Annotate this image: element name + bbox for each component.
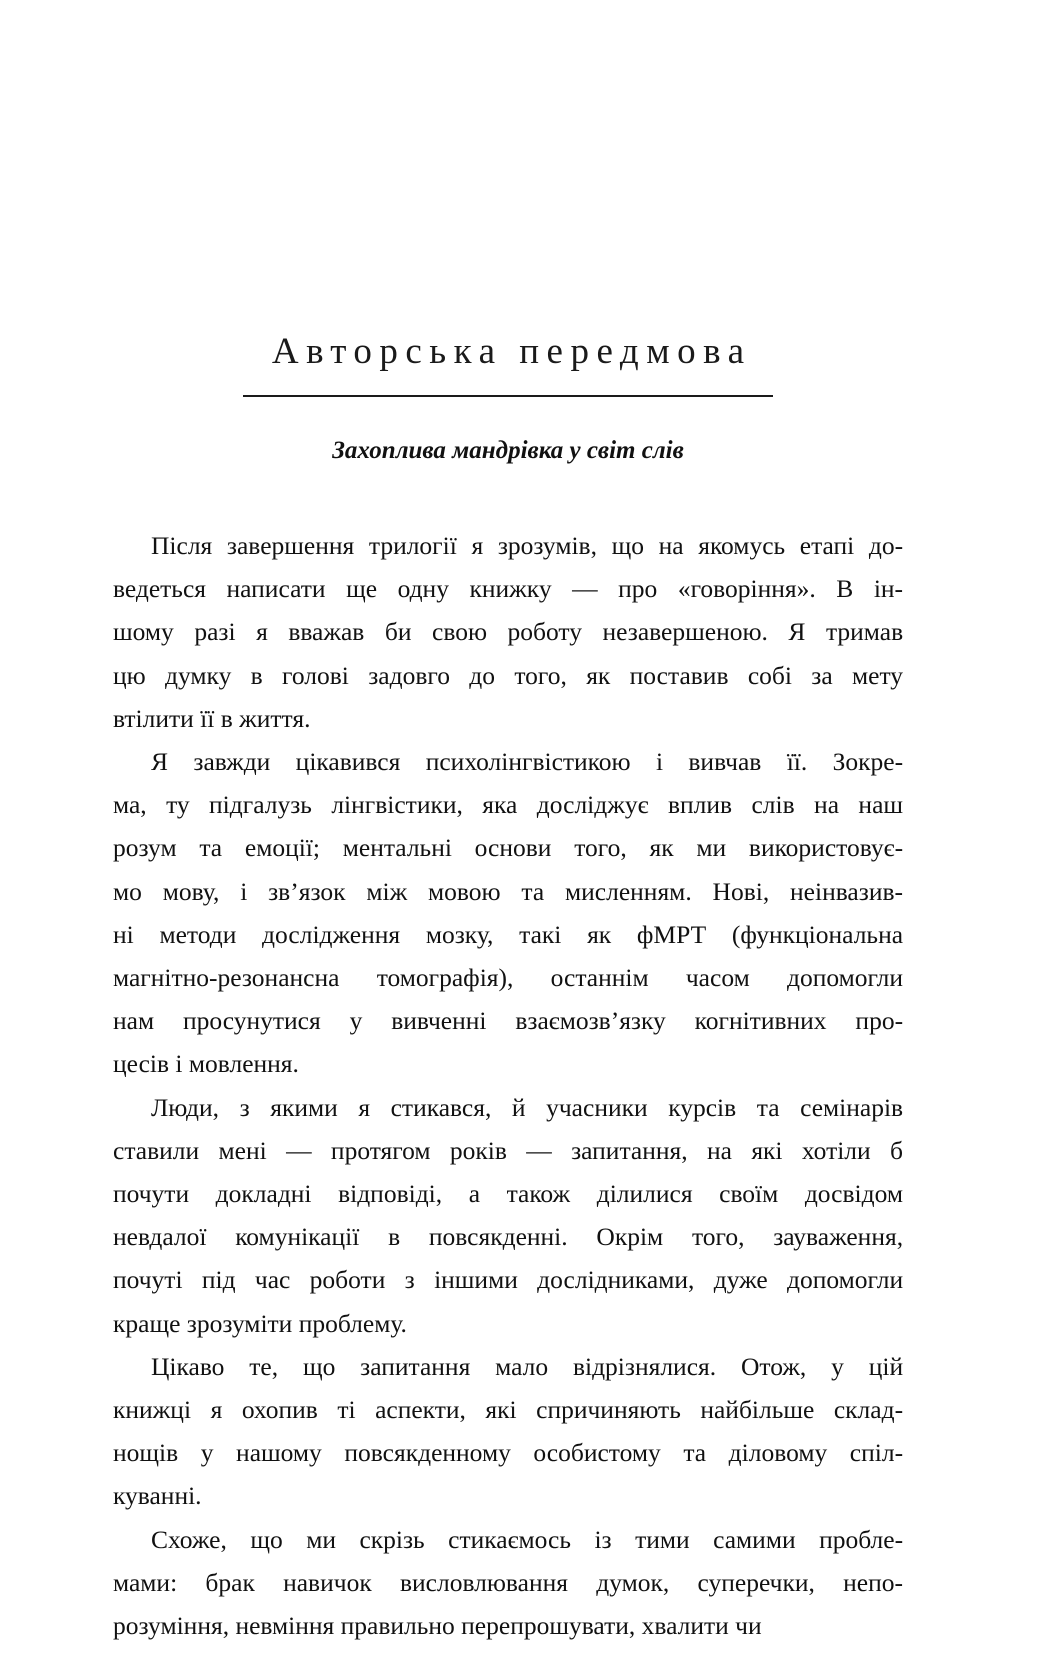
- text-line: Схоже, що ми скрізь стикаємось із тими самими пробле-: [151, 1524, 904, 1554]
- text-line: цю думку в голові задовго до того, як поставив собі за мету: [113, 660, 904, 690]
- text-line: краще зрозуміти проблему.: [113, 1308, 407, 1338]
- text-line: магнітно-резонансна томографія), останнім часом допомогли: [113, 962, 904, 992]
- text-line: Цікаво те, що запитання мало відрізнялися. Отож, у цій: [151, 1351, 904, 1381]
- paragraph: [113, 1345, 903, 1518]
- text-line: невдалої комунікації в повсякденні. Окрім того, зауваження,: [113, 1222, 904, 1252]
- text-line: нощів у нашому повсякденному особистому та діловому спіл-: [113, 1438, 904, 1468]
- page-subtitle: Захоплива мандрівка у світ слів: [332, 436, 684, 464]
- page-title: Авторська передмова: [271, 331, 752, 372]
- text-line: почути докладні відповіді, а також ділилися своїм досвідом: [113, 1178, 904, 1208]
- text-line: розум та емоції; ментальні основи того, як ми використовує-: [113, 833, 904, 863]
- text-line: куванні.: [113, 1481, 202, 1511]
- text-line: цесів і мовлення.: [113, 1049, 299, 1079]
- text-line: ні методи дослідження мозку, такі як фМРТ (функціональна: [113, 919, 904, 949]
- paragraph: [113, 1086, 903, 1345]
- text-line: Після завершення трилогії я зрозумів, що на якомусь етапі до-: [151, 530, 904, 560]
- text-line: втілити її в життя.: [113, 703, 311, 733]
- text-line: почуті під час роботи з іншими дослідниками, дуже допомогли: [113, 1265, 904, 1295]
- text-line: мо мову, і зв’язок між мовою та мисленням. Нові, неінвазив-: [113, 876, 904, 906]
- text-line: книжці я охопив ті аспекти, які спричиняють найбільше склад-: [113, 1395, 904, 1424]
- paragraph: [113, 524, 903, 740]
- text-line: мами: брак навичок висловлювання думок, суперечки, непо-: [113, 1567, 904, 1597]
- text-line: розуміння, невміння правильно перепрошувати, хвалити чи: [113, 1611, 762, 1641]
- body-text: [113, 466, 903, 1647]
- text-line: ставили мені — протягом років — запитання, на які хотіли б: [113, 1135, 904, 1165]
- text-line: ведеться написати ще одну книжку — про «говоріння». В ін-: [113, 574, 904, 604]
- text-line: Люди, з якими я стикався, й учасники курсів та семінарів: [151, 1092, 904, 1122]
- text-line: шому разі я вважав би свою роботу незавершеною. Я тримав: [113, 617, 904, 647]
- text-line: Я завжди цікавився психолінгвістикою і вивчав її. Зокре-: [151, 746, 904, 776]
- text-line: нам просунутися у вивченні взаємозв’язку когнітивних про-: [113, 1006, 904, 1036]
- text-line: ма, ту підгалузь лінгвістики, яка досліджує вплив слів на наш: [113, 790, 904, 820]
- paragraph: [113, 1518, 903, 1648]
- page-content: [113, 0, 903, 1647]
- paragraph: [113, 740, 903, 1086]
